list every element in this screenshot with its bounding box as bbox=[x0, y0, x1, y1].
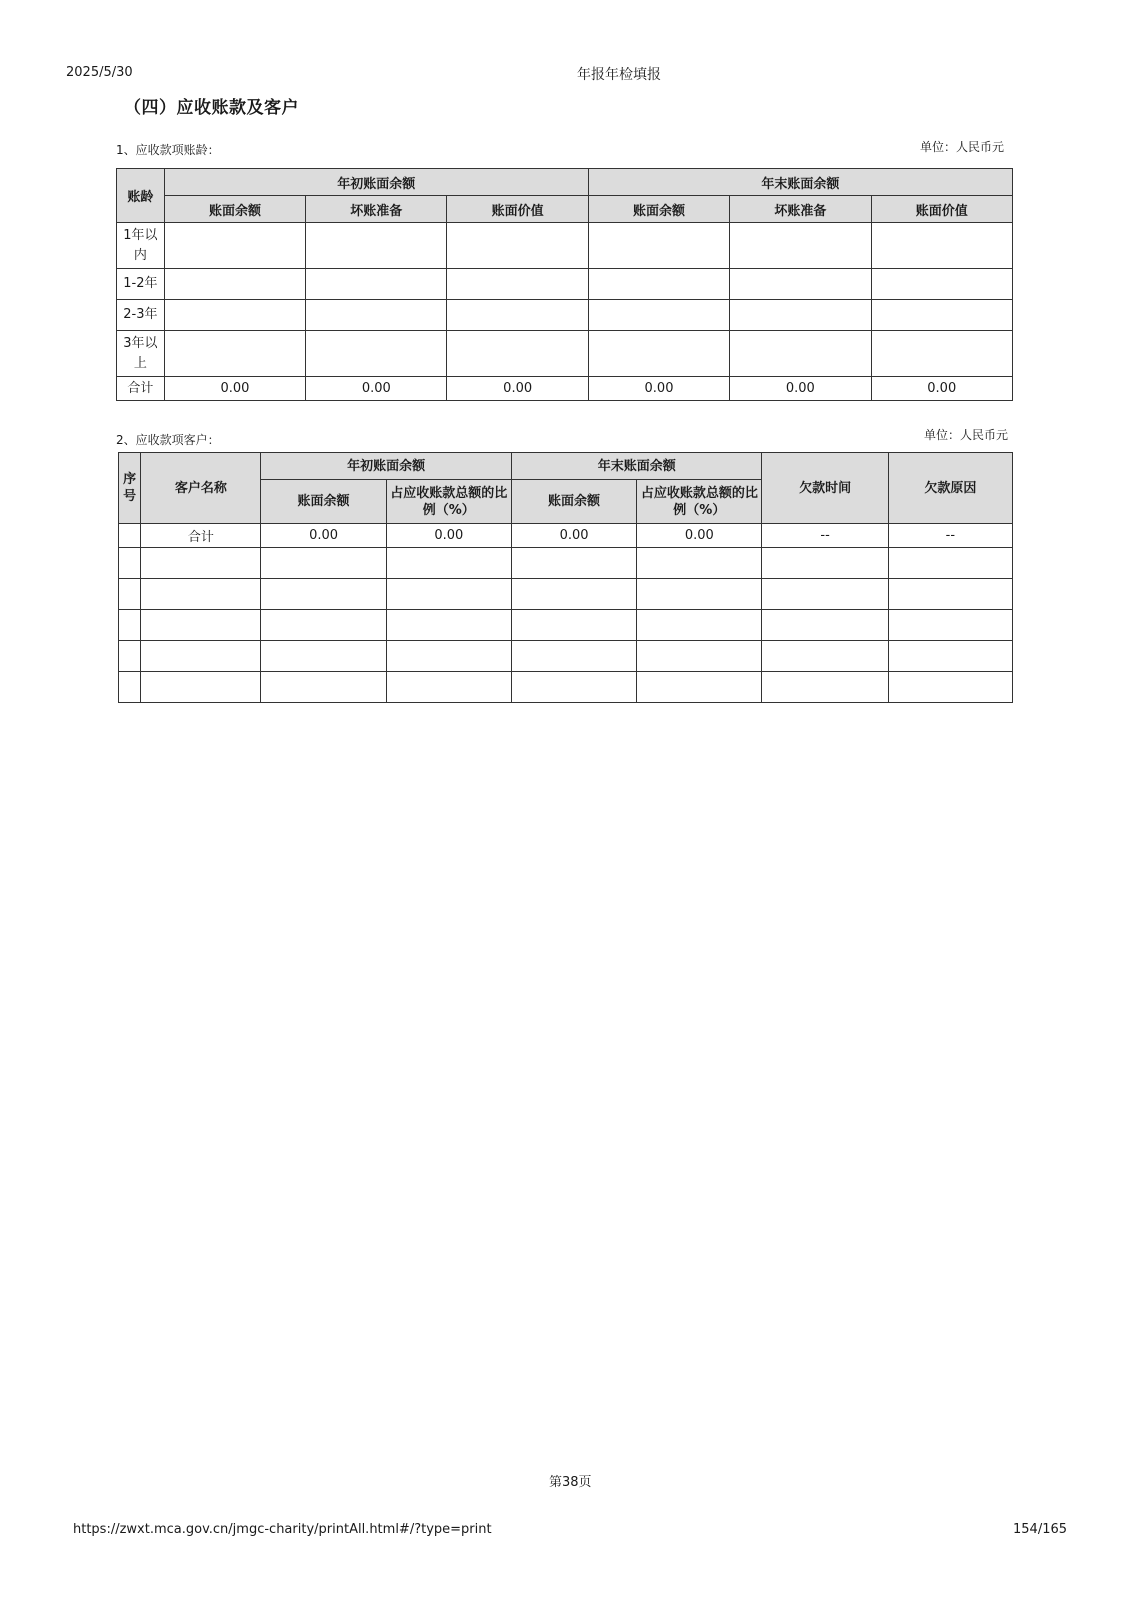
table-cell bbox=[730, 300, 871, 331]
col-header-customer-name: 客户名称 bbox=[141, 453, 261, 524]
table-cell bbox=[306, 223, 447, 269]
col-header-no: 序号 bbox=[119, 453, 141, 524]
row-label: 3年以上 bbox=[117, 331, 165, 377]
col-header-arrears-time: 欠款时间 bbox=[762, 453, 888, 524]
table-cell: 0.00 bbox=[588, 377, 729, 401]
print-url: https://zwxt.mca.gov.cn/jmgc-charity/printAll.html#/?type=print bbox=[73, 1522, 492, 1537]
table-row bbox=[119, 672, 1013, 703]
table-cell: 0.00 bbox=[386, 524, 511, 548]
table-cell: 0.00 bbox=[511, 524, 636, 548]
table-cell bbox=[588, 269, 729, 300]
customers-caption: 2、应收款项客户： bbox=[116, 433, 220, 447]
col-header-book-balance: 账面余额 bbox=[261, 480, 386, 524]
group-header-begin: 年初账面余额 bbox=[261, 453, 512, 480]
table-cell bbox=[730, 331, 871, 377]
row-label: 2-3年 bbox=[117, 300, 165, 331]
col-header-bad-debt: 坏账准备 bbox=[306, 196, 447, 223]
table-row bbox=[117, 300, 1013, 331]
col-header-book-balance: 账面余额 bbox=[588, 196, 729, 223]
group-header-end: 年末账面余额 bbox=[588, 169, 1012, 196]
aging-table bbox=[116, 168, 1013, 401]
customers-unit: 单位：人民币元 bbox=[924, 428, 1009, 442]
table-cell bbox=[871, 223, 1012, 269]
table-cell bbox=[730, 223, 871, 269]
table-cell: 0.00 bbox=[261, 524, 386, 548]
total-row bbox=[117, 377, 1013, 401]
table-cell bbox=[588, 300, 729, 331]
col-header-book-value: 账面价值 bbox=[871, 196, 1012, 223]
aging-unit: 单位：人民币元 bbox=[920, 140, 1005, 154]
table-cell bbox=[871, 331, 1012, 377]
table-row bbox=[117, 223, 1013, 269]
table-cell bbox=[164, 269, 305, 300]
col-header-bad-debt: 坏账准备 bbox=[730, 196, 871, 223]
table-cell: 0.00 bbox=[637, 524, 762, 548]
col-header-book-balance: 账面余额 bbox=[164, 196, 305, 223]
table-row bbox=[119, 641, 1013, 672]
print-date: 2025/5/30 bbox=[66, 65, 133, 80]
table-cell bbox=[730, 269, 871, 300]
row-label: 1年以内 bbox=[117, 223, 165, 269]
table-cell bbox=[164, 300, 305, 331]
col-header-aging: 账龄 bbox=[117, 169, 165, 223]
table-cell bbox=[306, 300, 447, 331]
table-cell: 0.00 bbox=[871, 377, 1012, 401]
table-cell bbox=[306, 331, 447, 377]
group-header-end: 年末账面余额 bbox=[511, 453, 762, 480]
table-cell bbox=[306, 269, 447, 300]
total-row bbox=[119, 524, 1013, 548]
col-header-ratio: 占应收账款总额的比例（%） bbox=[386, 480, 511, 524]
table-cell bbox=[588, 223, 729, 269]
table-cell: -- bbox=[888, 524, 1012, 548]
table-row bbox=[119, 548, 1013, 579]
table-cell bbox=[588, 331, 729, 377]
table-cell: 0.00 bbox=[164, 377, 305, 401]
table-cell: 0.00 bbox=[447, 377, 588, 401]
table-cell bbox=[447, 331, 588, 377]
row-label: 1-2年 bbox=[117, 269, 165, 300]
row-label: 合计 bbox=[141, 524, 261, 548]
page-header-title: 年报年检填报 bbox=[577, 67, 661, 83]
table-row bbox=[117, 331, 1013, 377]
table-row bbox=[119, 610, 1013, 641]
aging-caption: 1、应收款项账龄： bbox=[116, 143, 220, 157]
group-header-begin: 年初账面余额 bbox=[164, 169, 588, 196]
table-cell bbox=[871, 269, 1012, 300]
table-row bbox=[117, 269, 1013, 300]
table-cell: 0.00 bbox=[730, 377, 871, 401]
table-cell bbox=[871, 300, 1012, 331]
table-cell: -- bbox=[762, 524, 888, 548]
table-cell bbox=[164, 331, 305, 377]
table-cell bbox=[447, 269, 588, 300]
col-header-arrears-reason: 欠款原因 bbox=[888, 453, 1012, 524]
col-header-book-balance: 账面余额 bbox=[511, 480, 636, 524]
page-count: 154/165 bbox=[1013, 1522, 1068, 1537]
row-label: 合计 bbox=[117, 377, 165, 401]
table-cell bbox=[164, 223, 305, 269]
table-cell bbox=[447, 223, 588, 269]
table-cell bbox=[119, 524, 141, 548]
table-row bbox=[119, 579, 1013, 610]
page-number: 第38页 bbox=[549, 1475, 592, 1490]
table-cell bbox=[447, 300, 588, 331]
table-cell: 0.00 bbox=[306, 377, 447, 401]
section-title: （四）应收账款及客户 bbox=[124, 98, 299, 118]
col-header-ratio: 占应收账款总额的比例（%） bbox=[637, 480, 762, 524]
col-header-book-value: 账面价值 bbox=[447, 196, 588, 223]
customers-table bbox=[118, 452, 1013, 703]
